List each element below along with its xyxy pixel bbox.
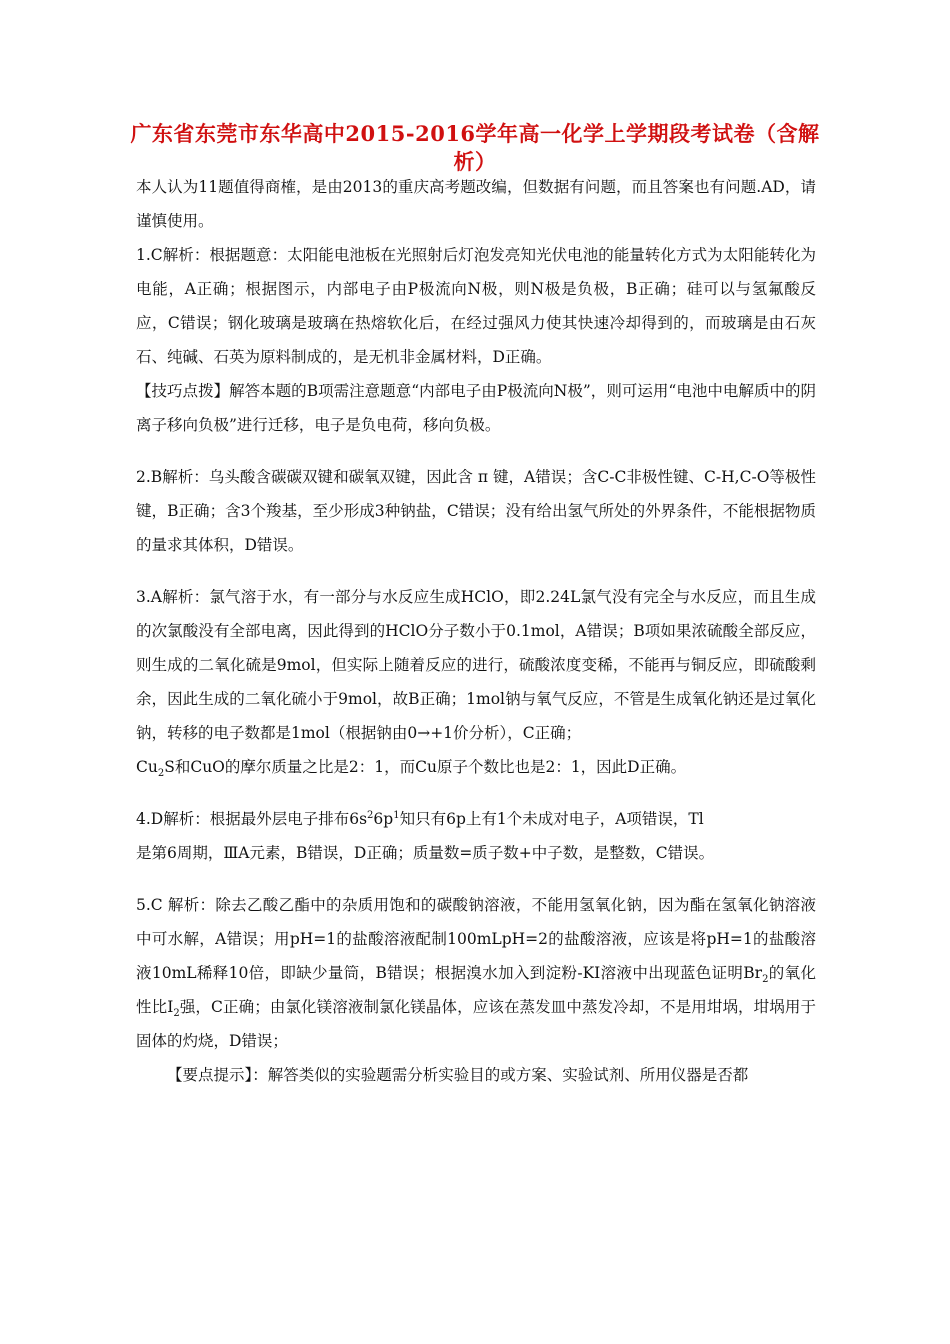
- superscript-2: 1: [393, 809, 400, 821]
- intro-paragraph: 本人认为11题值得商榷，是由2013的重庆高考题改编，但数据有问题，而且答案也有问题.AD，请谨慎使用。: [136, 178, 816, 230]
- answer-3-block: [136, 580, 816, 784]
- answer-4-line-1: [136, 802, 816, 836]
- answer-3-end-line: [136, 750, 816, 784]
- answer-4-text-b: 6p: [373, 810, 394, 828]
- answer-3-end-text: S和CuO的摩尔质量之比是2：1，而Cu原子个数比也是2：1，因此D正确。: [164, 758, 687, 776]
- subscript-br: 2: [762, 974, 769, 986]
- answer-5-text-a: 5.C 解析：除去乙酸乙酯中的杂质用饱和的碳酸钠溶液，不能用氢氧化钠，因为酯在氢氧化钠溶液中可水解，A错误；用pH=1的盐酸溶液配制100mLpH=2的盐酸溶液，应该是将pH=1的盐酸溶液10mL稀释10倍，即缺少量筒，B错误；根据溴水加入到淀粉-KI溶液中出现蓝色证明Br: [136, 896, 816, 982]
- answer-3-paragraph: 3.A解析：氯气溶于水，有一部分与水反应生成HClO，即2.24L氯气没有完全与水反应，而且生成的次氯酸没有全部电离，因此得到的HClO分子数小于0.1mol，A错误；B项如果浓硫酸全部反应，则生成的二氧化硫是9mol，但实际上随着反应的进行，硫酸浓度变稀，不能再与铜反应，即硫酸剩余，因此生成的二氧化硫小于9mol，故B正确；1mol钠与氧气反应，不管是生成氧化钠还是过氧化钠，转移的电子数都是1mol（根据钠由0→+1价分析），C正确；: [136, 588, 816, 742]
- subscript-i: 2: [173, 1008, 180, 1020]
- answer-4-block: [136, 802, 816, 870]
- formula-cu-text: Cu: [136, 758, 158, 776]
- answer-5-paragraph: [136, 888, 816, 1058]
- document-body: [136, 170, 816, 1092]
- answer-1-tip-paragraph: 【技巧点拨】解答本题的B项需注意题意“内部电子由P极流向N极”，则可运用“电池中电解质中的阴离子移向负极”进行迁移，电子是负电荷，移向负极。: [136, 382, 816, 434]
- answer-1-paragraph: 1.C解析：根据题意：太阳能电池板在光照射后灯泡发亮知光伏电池的能量转化方式为太阳能转化为电能，A正确；根据图示，内部电子由P极流向N极，则N极是负极，B正确；硅可以与氢氟酸反应，C错误；钢化玻璃是玻璃在热熔软化后，在经过强风力使其快速冷却得到的，而玻璃是由石灰石、纯碱、石英为原料制成的，是无机非金属材料，D正确。: [136, 246, 816, 366]
- answer-4-text-c: 知只有6p上有1个未成对电子，A项错误，Tl: [399, 810, 704, 828]
- answer-4-text-a: 4.D解析：根据最外层电子排布6s: [136, 810, 368, 828]
- document-title: 广东省东莞市东华高中2015-2016学年高一化学上学期段考试卷（含解析）: [130, 121, 820, 174]
- answer-4-line-2: 是第6周期，ⅢA元素，B错误，D正确；质量数=质子数+中子数，是整数，C错误。: [136, 844, 715, 862]
- answer-5-text-c: 强，C正确；由氯化镁溶液制氯化镁晶体，应该在蒸发皿中蒸发冷却，不是用坩埚，坩埚用于固体的灼烧，D错误；: [136, 998, 816, 1050]
- superscript-1: 2: [367, 809, 374, 821]
- formula-subscript: 2: [157, 768, 165, 780]
- answer-5-tip-paragraph: 【要点提示】：解答类似的实验题需分析实验目的或方案、实验试剂、所用仪器是否都: [167, 1066, 749, 1084]
- answer-5-text-b: 的氧化性比I: [136, 964, 816, 1016]
- answer-2-paragraph: 2.B解析：乌头酸含碳碳双键和碳氧双键，因此含 π 键，A错误；含C-C非极性键、C-H,C-O等极性键，B正确；含3个羧基，至少形成3种钠盐，C错误；没有给出氢气所处的外界条件，不能根据物质的量求其体积，D错误。: [136, 468, 816, 554]
